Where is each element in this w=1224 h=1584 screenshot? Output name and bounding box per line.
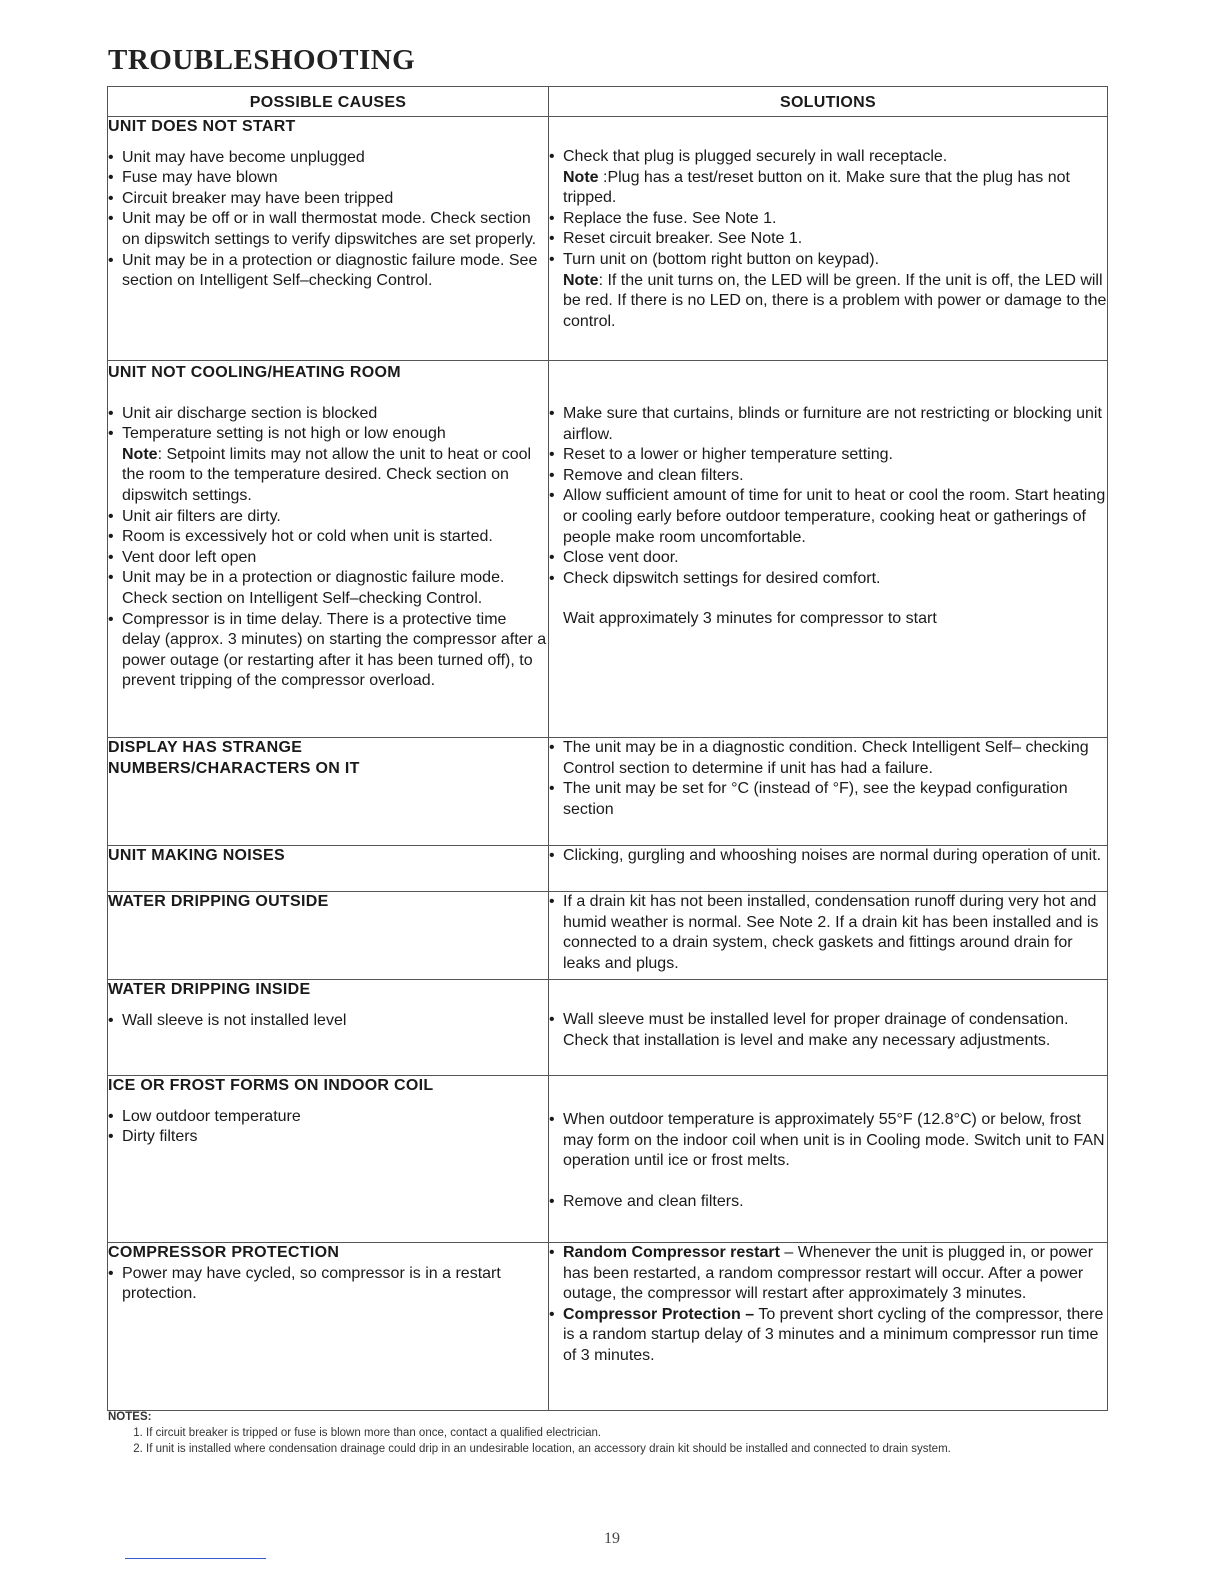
- cause-text: Temperature setting is not high or low enough: [122, 425, 446, 443]
- note-item: 1. If circuit breaker is tripped or fuse is blown more than once, contact a qualified electrician.: [146, 1425, 1108, 1441]
- section-title: ICE OR FROST FORMS ON INDOOR COIL: [108, 1077, 434, 1094]
- section-title: UNIT DOES NOT START: [108, 118, 296, 135]
- causes-cell: [108, 361, 549, 738]
- header-solutions: SOLUTIONS: [549, 87, 1108, 117]
- causes-list: [108, 148, 548, 292]
- list-item: • The unit may be set for °C (instead of °F), see the keypad configuration section: [549, 779, 1107, 820]
- table-row: [108, 1076, 1108, 1243]
- solutions-cell: [549, 117, 1108, 361]
- solutions-cell: [549, 892, 1108, 980]
- solutions-list: [549, 1010, 1107, 1051]
- note-text: : Setpoint limits may not allow the unit to heat or cool the room to the temperature desired. Check section on dipswitch settings.: [122, 445, 532, 504]
- solutions-list: [549, 738, 1107, 820]
- note-text: :Plug has a test/reset button on it. Make sure that the plug has not tripped.: [563, 168, 1070, 207]
- causes-cell: [108, 892, 549, 980]
- table-row: [108, 1243, 1108, 1411]
- list-item: • Remove and clean filters.: [549, 1192, 1107, 1213]
- section-title: UNIT MAKING NOISES: [108, 847, 285, 864]
- list-item: • Compressor is in time delay. There is a protective time delay (approx. 3 minutes) on starting the compressor after a power outage (or restarting after it has been turned off), to prevent tripping of the compressor overload.: [108, 610, 548, 692]
- solution-label: Random Compressor restart: [563, 1244, 780, 1261]
- causes-cell: [108, 1076, 549, 1243]
- causes-cell: [108, 738, 549, 846]
- causes-cell: [108, 117, 549, 361]
- list-item: • Dirty filters: [108, 1127, 548, 1148]
- solution-text: Check that plug is plugged securely in wall receptacle.: [563, 148, 948, 165]
- section-title: WATER DRIPPING OUTSIDE: [108, 893, 329, 910]
- section-title: COMPRESSOR PROTECTION: [108, 1244, 340, 1261]
- list-item: • Clicking, gurgling and whooshing noises are normal during operation of unit.: [549, 846, 1107, 867]
- notes-header: NOTES:: [108, 1411, 152, 1423]
- list-item: • Room is excessively hot or cold when unit is started.: [108, 527, 548, 548]
- solutions-cell: [549, 980, 1108, 1076]
- list-item: [549, 1243, 1107, 1305]
- solutions-cell: [549, 1076, 1108, 1243]
- list-item: • Power may have cycled, so compressor is in a restart protection.: [108, 1264, 548, 1305]
- troubleshooting-table: [107, 86, 1108, 1411]
- page-title: TROUBLESHOOTING: [108, 44, 416, 76]
- table-row: [108, 361, 1108, 738]
- solutions-list: [549, 892, 1107, 974]
- list-item: [549, 147, 1107, 209]
- table-row: [108, 892, 1108, 980]
- solutions-cell: [549, 738, 1108, 846]
- list-item: • Remove and clean filters.: [549, 466, 1107, 487]
- list-item: • Reset circuit breaker. See Note 1.: [549, 229, 1107, 250]
- list-item: • Low outdoor temperature: [108, 1107, 548, 1128]
- list-item: • When outdoor temperature is approximately 55°F (12.8°C) or below, frost may form on the indoor coil when unit is in Cooling mode. Switch unit to FAN operation until ice or frost melts.: [549, 1110, 1107, 1172]
- page-number: 19: [604, 1530, 620, 1547]
- solution-label: Compressor Protection –: [563, 1305, 755, 1323]
- list-item: • Unit may be off or in wall thermostat mode. Check section on dipswitch settings to verify dipswitches are set properly.: [108, 209, 548, 250]
- list-item: • Reset to a lower or higher temperature setting.: [549, 445, 1107, 466]
- causes-cell: [108, 980, 549, 1076]
- section-title: UNIT NOT COOLING/HEATING ROOM: [108, 364, 401, 381]
- causes-list: [108, 1264, 548, 1305]
- list-item: • Unit may be in a protection or diagnostic failure mode. Check section on Intelligent Self–checking Control.: [108, 568, 548, 609]
- list-item: [549, 1305, 1107, 1367]
- causes-list: [108, 404, 548, 692]
- list-item: • Wall sleeve is not installed level: [108, 1011, 548, 1032]
- list-item: • Circuit breaker may have been tripped: [108, 189, 548, 210]
- list-item: • Check dipswitch settings for desired comfort.: [549, 569, 1107, 590]
- table-row: [108, 846, 1108, 892]
- list-item: • Close vent door.: [549, 548, 1107, 569]
- solutions-cell: [549, 846, 1108, 892]
- table-header-row: [108, 87, 1108, 117]
- note-item: 2. If unit is installed where condensation drainage could drip in an undesirable location, an accessory drain kit should be installed and connected to drain system.: [146, 1441, 1108, 1457]
- note-label: Note: [122, 445, 158, 463]
- list-item: • Replace the fuse. See Note 1.: [549, 209, 1107, 230]
- solution-text: To prevent short cycling of the compressor, there is a random startup delay of 3 minutes and a minimum compressor run time of 3 minutes.: [563, 1305, 1104, 1364]
- solutions-cell: [549, 1243, 1108, 1411]
- note-label: Note: [563, 271, 599, 289]
- note-label: Note: [563, 168, 599, 186]
- list-item: • Unit air discharge section is blocked: [108, 404, 548, 425]
- footer-rule: [125, 1558, 266, 1559]
- section-title: WATER DRIPPING INSIDE: [108, 981, 311, 998]
- list-item: • Unit may be in a protection or diagnostic failure mode. See section on Intelligent Self–checking Control.: [108, 251, 548, 292]
- footnotes: [108, 1409, 1108, 1457]
- causes-list: [108, 1107, 548, 1148]
- list-item: • Make sure that curtains, blinds or furniture are not restricting or blocking unit airflow.: [549, 404, 1107, 445]
- wait-text: Wait approximately 3 minutes for compressor to start: [563, 610, 937, 628]
- solutions-list: [549, 404, 1107, 589]
- causes-list: [108, 1011, 548, 1032]
- list-item: • Wall sleeve must be installed level for proper drainage of condensation. Check that installation is level and make any necessary adjustments.: [549, 1010, 1107, 1051]
- section-title: DISPLAY HAS STRANGE NUMBERS/CHARACTERS ON IT: [108, 739, 360, 777]
- solution-text: Turn unit on (bottom right button on keypad).: [563, 250, 880, 268]
- solutions-list: [549, 846, 1107, 867]
- notes-list: [108, 1425, 1108, 1457]
- table-row: [108, 738, 1108, 846]
- note-text: : If the unit turns on, the LED will be green. If the unit is off, the LED will be red. If there is no LED on, there is a problem with power or damage to the control.: [563, 271, 1107, 330]
- list-item: • Unit air filters are dirty.: [108, 507, 548, 528]
- causes-cell: [108, 846, 549, 892]
- list-item: • The unit may be in a diagnostic condition. Check Intelligent Self– checking Control section to determine if unit has had a failure.: [549, 738, 1107, 779]
- solution-text: – Whenever the unit is plugged in, or power has been restarted, a random compressor restart will occur. After a power outage, the compressor will restart after approximately 3 minutes.: [563, 1244, 1094, 1303]
- header-possible-causes: POSSIBLE CAUSES: [108, 87, 549, 117]
- table-row: [108, 117, 1108, 361]
- solutions-cell: [549, 361, 1108, 738]
- solutions-list: [549, 147, 1107, 332]
- solutions-list: [549, 1243, 1107, 1367]
- table-row: [108, 980, 1108, 1076]
- list-item: • If a drain kit has not been installed, condensation runoff during very hot and humid weather is normal. See Note 2. If a drain kit has been installed and is connected to a drain system, check gaskets and fittings around drain for leaks and plugs.: [549, 892, 1107, 974]
- list-item: • Fuse may have blown: [108, 168, 548, 189]
- list-item: [549, 250, 1107, 332]
- list-item: • Vent door left open: [108, 548, 548, 569]
- causes-cell: [108, 1243, 549, 1411]
- list-item: [108, 424, 548, 506]
- list-item: • Unit may have become unplugged: [108, 148, 548, 169]
- solutions-list: [549, 1110, 1107, 1212]
- list-item: • Allow sufficient amount of time for unit to heat or cool the room. Start heating or cooling early before outdoor temperature, cooking heat or gatherings of people make room uncomfortable.: [549, 486, 1107, 548]
